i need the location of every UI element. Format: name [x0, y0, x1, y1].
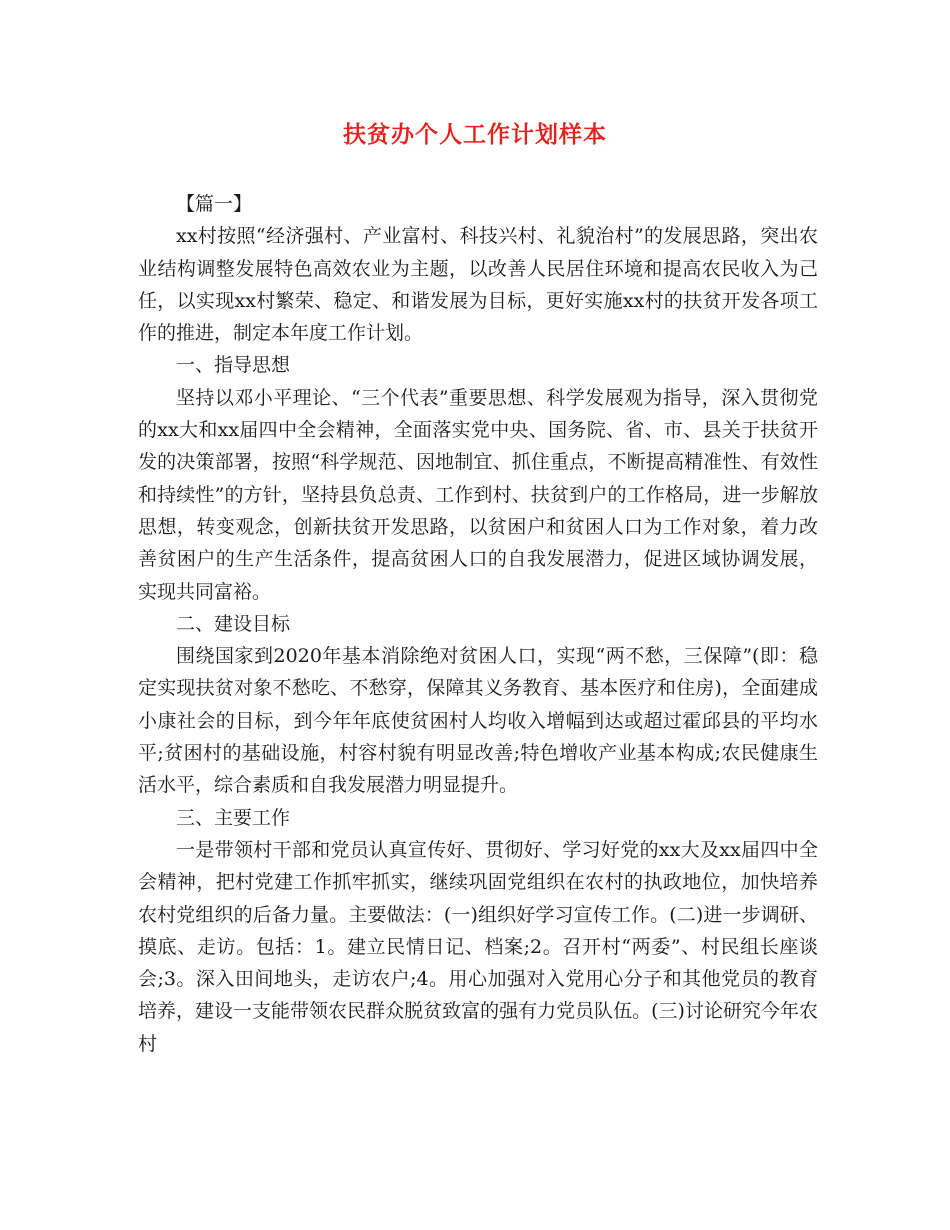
heading-guiding-thought: 一、指导思想 [176, 354, 291, 377]
paragraph-guiding-thought: 坚持以邓小平理论、“三个代表”重要思想、科学发展观为指导，深入贯彻党的xx大和xx届四中全会精神，全面落实党中央、国务院、省、市、县关于扶贫开发的决策部署，按照“科学规范、因地制宜、抓住重点，不断提高精准性、有效性和持续性”的方针，坚持县负总责、工作到村、扶贫到户的工作格局，进一步解放思想，转变观念，创新扶贫开发思路，以贫困户和贫困人口为工作对象，着力改善贫困户的生产生活条件，提高贫困人口的自我发展潜力，促进区域协调发展，实现共同富裕。 [138, 386, 818, 603]
heading-main-work: 三、主要工作 [176, 806, 291, 829]
section-label-part-one: 【篇一】 [176, 193, 253, 215]
heading-construction-goals: 二、建设目标 [176, 612, 291, 635]
paragraph-main-work: 一是带领村干部和党员认真宣传好、贯彻好、学习好党的xx大及xx届四中全会精神，把村党建工作抓牢抓实，继续巩固党组织在农村的执政地位，加快培养农村党组织的后备力量。主要做法：(一)组织好学习宣传工作。(二)进一步调研、摸底、走访。包括：1。建立民情日记、档案;2。召开村“两委”、村民组长座谈会;3。深入田间地头，走访农户;4。用心加强对入党用心分子和其他党员的教育培养，建设一支能带领农民群众脱贫致富的强有力党员队伍。(三)讨论研究今年农村 [138, 838, 818, 1055]
document-title: 扶贫办个人工作计划样本 [343, 121, 607, 148]
intro-paragraph: xx村按照“经济强村、产业富村、科技兴村、礼貌治村”的发展思路，突出农业结构调整发展特色高效农业为主题，以改善人民居住环境和提高农民收入为己任，以实现xx村繁荣、稳定、和谐发展为目标，更好实施xx村的扶贫开发各项工作的推进，制定本年度工作计划。 [138, 225, 818, 345]
paragraph-construction-goals: 围绕国家到2020年基本消除绝对贫困人口，实现“两不愁，三保障”(即：稳定实现扶贫对象不愁吃、不愁穿，保障其义务教育、基本医疗和住房)，全面建成小康社会的目标，到今年年底使贫困村人均收入增幅到达或超过霍邱县的平均水平;贫困村的基础设施，村容村貌有明显改善;特色增收产业基本构成;农民健康生活水平，综合素质和自我发展潜力明显提升。 [138, 645, 818, 797]
document-body [138, 188, 818, 1060]
